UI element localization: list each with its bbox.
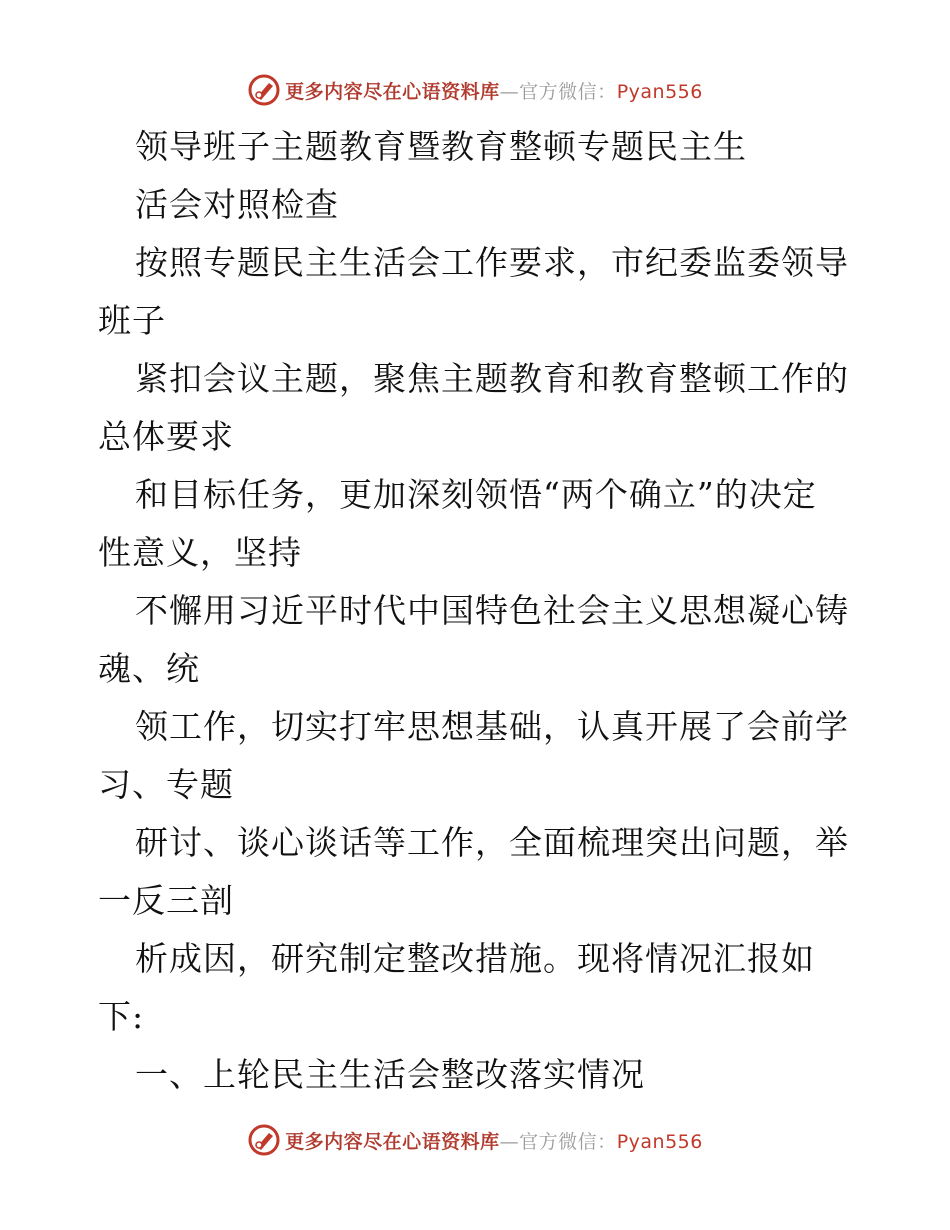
text-line: 不懈用习近平时代中国特色社会主义思想凝心铸 xyxy=(135,591,849,630)
watermark-text xyxy=(285,1127,703,1154)
watermark-sub: —官方微信： xyxy=(499,1130,617,1153)
logo-icon xyxy=(247,1123,281,1157)
text-line: 研讨、谈心谈话等工作，全面梳理突出问题，举 xyxy=(135,823,849,862)
text-line: 班子 xyxy=(98,301,166,340)
watermark-id: Pyan556 xyxy=(616,80,703,103)
text-line: 紧扣会议主题，聚焦主题教育和教育整顿工作的 xyxy=(135,359,849,398)
text-line: 领工作，切实打牢思想基础，认真开展了会前学 xyxy=(135,707,849,746)
text-line: 性意义，坚持 xyxy=(98,533,302,572)
text-line: 按照专题民主生活会工作要求，市纪委监委领导 xyxy=(135,243,849,282)
text-line: 习、专题 xyxy=(98,765,234,804)
footer-watermark xyxy=(0,1120,950,1160)
watermark-main: 更多内容尽在心语资料库 xyxy=(285,80,500,103)
text-line: 总体要求 xyxy=(98,417,234,456)
text-line: 领导班子主题教育暨教育整顿专题民主生 xyxy=(135,127,747,166)
watermark-id: Pyan556 xyxy=(616,1130,703,1153)
watermark-text xyxy=(285,77,703,104)
watermark-main: 更多内容尽在心语资料库 xyxy=(285,1130,500,1153)
document-body xyxy=(98,118,858,1104)
logo-icon xyxy=(247,73,281,107)
text-line: 和目标任务，更加深刻领悟“两个确立”的决定 xyxy=(135,475,817,514)
text-line: 下: xyxy=(98,997,145,1036)
text-line: 一、上轮民主生活会整改落实情况 xyxy=(135,1055,645,1094)
header-watermark xyxy=(0,70,950,110)
text-line: 析成因，研究制定整改措施。现将情况汇报如 xyxy=(135,939,815,978)
watermark-sub: —官方微信： xyxy=(499,80,617,103)
text-line: 一反三剖 xyxy=(98,881,234,920)
text-line: 活会对照检查 xyxy=(135,185,339,224)
text-line: 魂、统 xyxy=(98,649,200,688)
